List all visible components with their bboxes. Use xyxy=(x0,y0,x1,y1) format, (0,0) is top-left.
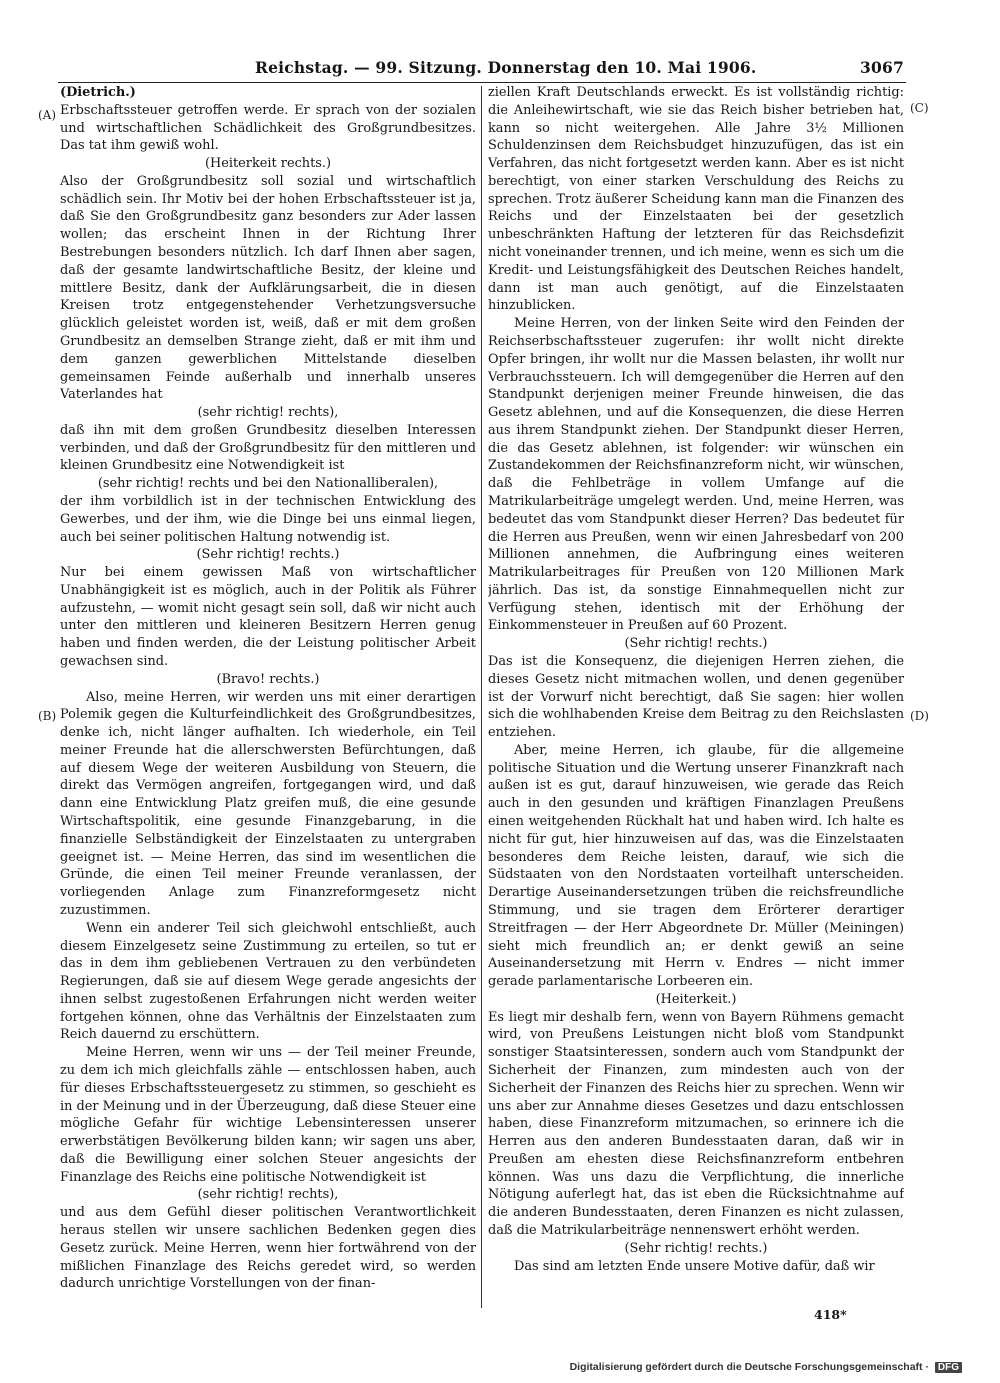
interjection: (Heiterkeit rechts.) xyxy=(204,156,332,172)
interjection: (Sehr richtig! rechts.) xyxy=(624,636,768,652)
page-number: 3067 xyxy=(860,58,904,77)
paragraph: Aber, meine Herren, ich glaube, für die allgemeine politische Situation und die Wertung unserer Finanzkraft nach außen ist es gut, darauf hinzuweisen, wie gerade das Reich auch in den gesunden und kräftigen Finanzlagen Preußens einen weitgehenden Rückhalt hat und haben wird. Ich halte es nicht für gut, hier hinzuweisen auf das, was die Einzelstaaten besonderes dem Reiche leisten, darauf, wie sich die Südstaaten von den Nordstaaten vorteilhaft unterscheiden. Derartige Auseinandersetzungen trüben die reichsfreundliche Stimmung, und sie tragen dem Erörterer derartiger Streitfragen — der Herr Abgeordnete Dr. Müller (Meiningen) sieht mich freundlich an; er denkt gewiß an seine Auseinandersetzung mit Herrn v. Endres — nicht immer gerade parlamentarische Lorbeeren ein. xyxy=(488,742,904,990)
digitization-footer xyxy=(570,1361,962,1373)
margin-marker-b: (B) xyxy=(38,709,57,723)
paragraph: ziellen Kraft Deutschlands erweckt. Es ist vollständig richtig: die Anleihewirtschaft, wie sie das Reich bisher betrieben hat, kann so nicht weitergehen. Alle Jahre 3½ Millionen Schuldenzinsen dem Reichsbudget hinzuzufügen, das ist ein Verfahren, das nicht fortgesetzt werden kann. Aber es ist nicht berechtigt, von einer starken Verschuldung des Reichs zu sprechen. Trotz äußerer Scheidung kann man die Finanzen des Reichs und der Einzelstaaten bei der gesetzlich unbeschränkten Haftung der letzteren für das Reichsdefizit nicht voneinander trennen, und ich meine, wenn es sich um die Kredit- und Leistungsfähigkeit des Deutschen Reiches handelt, dann ist man auch genötigt, auf die Einzelstaaten hinzublicken. xyxy=(488,85,904,314)
interjection: (Heiterkeit.) xyxy=(655,991,737,1007)
paragraph: Das ist die Konsequenz, die diejenigen Herren ziehen, die dieses Gesetz nicht mitmachen wollen, und denen gegenüber ist der Vorwurf nicht berechtigt, daß Sie sagen: hier wollen sich die wohlhabenden Kreise dem Beitrag zu den Reichslasten entziehen. xyxy=(488,654,904,741)
paragraph: der ihm vorbildlich ist in der technischen Entwicklung des Gewerbes, und der ihm, wie die Dinge bei uns einmal liegen, auch bei seiner politischen Haltung notwendig ist. xyxy=(60,493,476,545)
footer-text: Digitalisierung gefördert durch die Deutsche Forschungsgemeinschaft · xyxy=(569,1361,929,1373)
signature-mark: 418* xyxy=(814,1307,847,1322)
margin-marker-a: (A) xyxy=(38,108,57,122)
column-divider xyxy=(481,86,482,1308)
paragraph: Also, meine Herren, wir werden uns mit einer derartigen Polemik gegen die Kulturfeindlichkeit des Großgrundbesitzes, denke ich, nicht länger aufhalten. Ich wiederhole, ein Teil meiner Freunde hat die allerschwersten Befürchtungen, daß auf diesem Wege der weiteren Ausbildung von Steuern, die direkt das Vermögen angreifen, fortgegangen wird, und daß dann eine Entwicklung Platz greifen muß, die eine gesunde Wirtschaftspolitik, eine gesunde Finanzgebarung, in die finanzielle Selbständigkeit der Einzelstaaten zu untergraben geeignet ist. — Meine Herren, das sind im wesentlichen die Gründe, die einen Teil meiner Freunde veranlassen, der vorliegenden Anlage zum Finanzreformgesetz nicht zuzustimmen. xyxy=(60,689,476,918)
left-column xyxy=(60,84,476,1324)
paragraph: und aus dem Gefühl dieser politischen Verantwortlichkeit heraus stellen wir unsere sachlichen Bedenken gegen dies Gesetz zurück. Meine Herren, wenn hier fortwährend von der mißlichen Finanzlage des Reichs geredet wird, so werden dadurch unrichtige Vorstellungen von der finan- xyxy=(60,1205,476,1292)
paragraph: Also der Großgrundbesitz soll sozial und wirtschaftlich schädlich sein. Ihr Motiv bei der hohen Erbschaftssteuer ist ja, daß Sie den Großgrundbesitz ganz besonders zur Ader lassen wollen; das erscheint Ihnen in der Richtung Ihrer Bestrebungen besonders nützlich. Ich darf Ihnen aber sagen, daß der gesamte landwirtschaftliche Besitz, der kleine und mittlere Besitz, dank der Aufklärungsarbeit, die in diesen Kreisen trotz entgegenstehender Verhetzungsversuche glücklich geleistet worden ist, weiß, daß er mit dem großen Grundbesitz an demselben Strange zieht, daß er mit ihm und dem ganzen gewerblichen Mittelstande dieselben gemeinsamen Feinde außerhalb und innerhalb unseres Vaterlandes hat xyxy=(60,173,476,403)
interjection: (Sehr richtig! rechts.) xyxy=(624,1240,768,1256)
interjection: (sehr richtig! rechts), xyxy=(197,405,339,421)
dfg-logo: DFG xyxy=(935,1362,962,1373)
interjection: (Sehr richtig! rechts.) xyxy=(196,547,340,563)
right-column xyxy=(488,84,904,1324)
paragraph: Erbschaftssteuer getroffen werde. Er sprach von der sozialen und wirtschaftlichen Schädlichkeit des Großgrundbesitzes. Das tat ihm gewiß wohl. xyxy=(60,102,476,154)
margin-marker-c: (C) xyxy=(910,101,929,115)
paragraph: Das sind am letzten Ende unsere Motive dafür, daß wir xyxy=(514,1258,875,1274)
paragraph: Es liegt mir deshalb fern, wenn von Bayern Rühmens gemacht wird, von Preußens Leistungen nicht bloß vom Standpunkt sonstiger Staatsinteressen, sondern auch vom Standpunkt der Sicherheit der Finanzen, zum mindesten auch von der Sicherheit der Finanzen des Reichs hier zu sprechen. Wenn wir uns aber zur Annahme dieses Gesetzes und dazu entschlossen haben, diese Finanzreform mitzumachen, so erinnere ich die Herren aus den anderen Bundesstaaten daran, daß wir in Preußen am ehesten diese Reichsfinanzreform entbehren können. Was uns dazu die Verpflichtung, die innerliche Nötigung auferlegt hat, das ist eben die Rücksichtnahme auf die anderen Bundesstaaten, deren Finanzen es nicht zulassen, daß die Matrikularbeiträge nennenswert erhöht werden. xyxy=(488,1009,904,1238)
paragraph: Nur bei einem gewissen Maß von wirtschaftlicher Unabhängigkeit ist es möglich, auch in der Politik als Führer aufzustehn, — womit nicht gesagt sein soll, daß wir nicht auch unter den mittleren und kleineren Besitzern Herren genug haben und finden werden, die der Leistung politischer Arbeit gewachsen sind. xyxy=(60,565,476,669)
interjection: (sehr richtig! rechts und bei den Nationalliberalen), xyxy=(97,476,439,492)
running-title: Reichstag. — 99. Sitzung. Donnerstag den 10. Mai 1906. xyxy=(255,58,757,77)
interjection: (Bravo! rechts.) xyxy=(216,671,320,687)
paragraph: Wenn ein anderer Teil sich gleichwohl entschließt, auch diesem Einzelgesetz seine Zustimmung zu erteilen, so tut er das in dem ihm gebliebenen Vertrauen zu den verbündeten Regierungen, daß sie auf diesem Wege gerade angesichts der ihnen selbst zugestoßenen Erfahrungen nicht werden weiter fortgehen können, ohne das Verhältnis der Einzelstaaten zum Reich dauernd zu erschüttern. xyxy=(60,920,476,1043)
paragraph: Meine Herren, von der linken Seite wird den Feinden der Reichserbschaftssteuer zugerufen: ihr wollt nicht direkte Opfer bringen, ihr wollt nur die Massen belasten, ihr wollt nur Verbrauchssteuern. Ich will demgegenüber die Herren auf den Standpunkt derjenigen meiner Freunde hinweisen, die das Gesetz ablehnen, und auf die Konsequenzen, die diese Herren aus ihrem Standpunkt ziehen. Der Standpunkt dieser Herren, die das Gesetz ablehnen, ist folgender: wir wünschen ein Zustandekommen der Reichsfinanzreform nicht, wir wünschen, daß die Fehlbeträge in vollem Umfange auf die Matrikularbeiträge umgelegt werden. Und, meine Herren, was bedeutet das vom Standpunkt dieser Herren? Das bedeutet für die Herren aus Preußen, wenn wir einen Jahresbedarf von 200 Millionen annehmen, die Aufbringung eines weiteren Matrikularbeitrages für Preußen von 120 Millionen Mark jährlich. Das ist, da sonstige Einnahmequellen nicht zur Verfügung stehen, identisch mit der Erhöhung der Einkommensteuer in Preußen auf 60 Prozent. xyxy=(488,316,904,634)
paragraph: daß ihn mit dem großen Grundbesitz dieselben Interessen verbinden, und daß der Großgrundbesitz für den mittleren und kleinen Grundbesitz eine Notwendigkeit ist xyxy=(60,422,476,474)
header-rule xyxy=(58,82,906,83)
page-header xyxy=(0,58,1000,82)
paragraph: Meine Herren, wenn wir uns — der Teil meiner Freunde, zu dem ich mich gleichfalls zähle — entschlossen haben, auch für dieses Erbschaftssteuergesetz zu stimmen, so geschieht es in der Meinung und in der Überzeugung, daß diese Steuer eine mögliche Gefahr für wichtige Lebensinteressen unserer erwerbstätigen Bevölkerung bilden kann; wir sagen uns aber, daß die Bewilligung einer solchen Steuer angesichts der Finanzlage des Reichs eine politische Notwendigkeit ist xyxy=(60,1045,476,1185)
interjection: (sehr richtig! rechts), xyxy=(197,1187,339,1203)
speaker-name: (Dietrich.) xyxy=(60,85,136,100)
margin-marker-d: (D) xyxy=(910,709,929,723)
